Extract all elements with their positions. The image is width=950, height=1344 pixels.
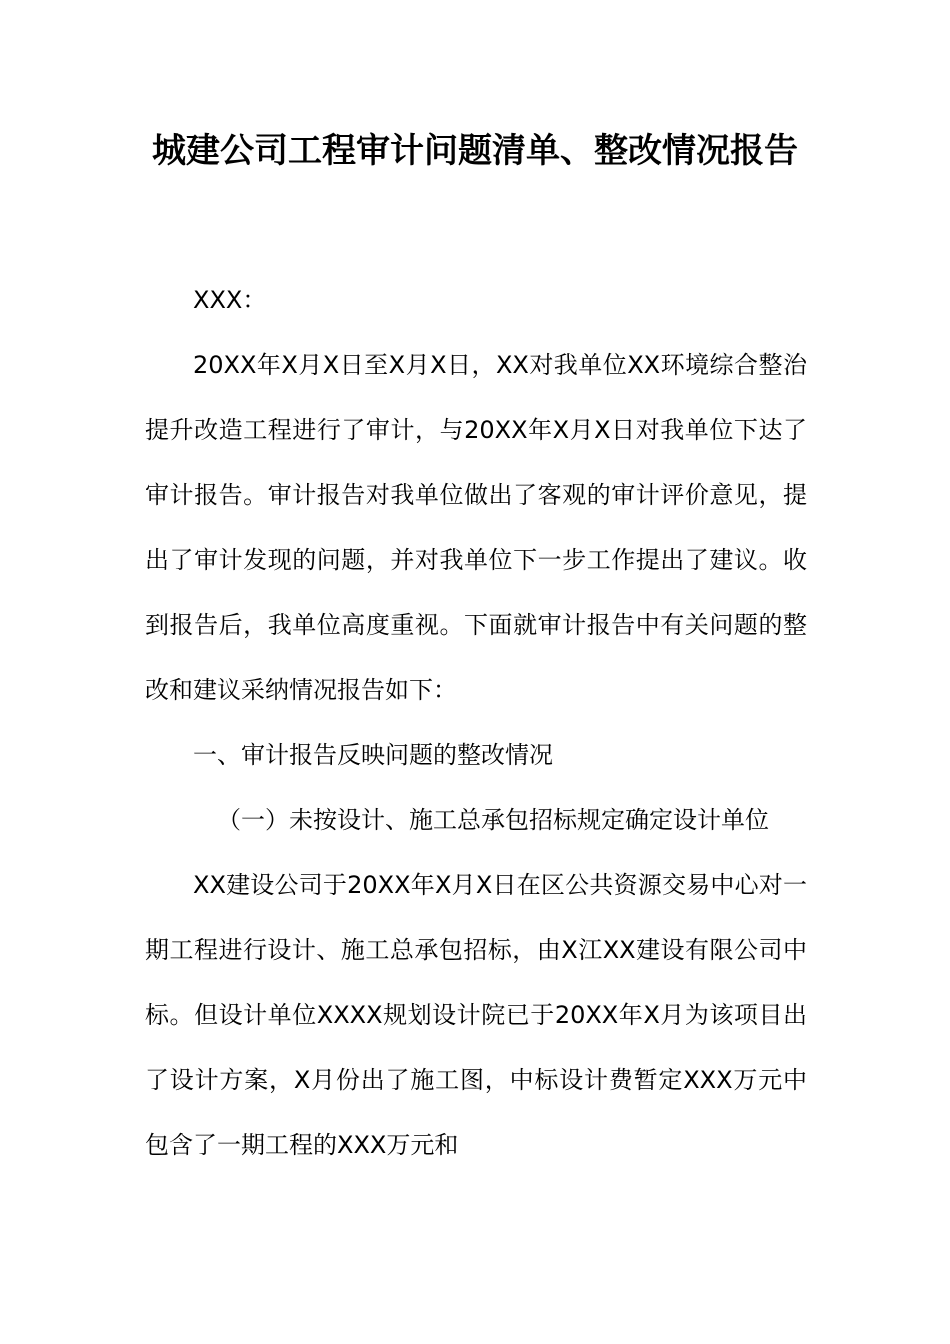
salutation: XXX： — [193, 286, 267, 314]
intro-paragraph: 20XX年X月X日至X月X日，XX对我单位XX环境综合整治提升改造工程进行了审计，与20XX年X月X日对我单位下达了审计报告。审计报告对我单位做出了客观的审计评价意见，提出了审计发现的问题，并对我单位下一步工作提出了建议。收到报告后，我单位高度重视。下面就审计报告中有关问题的整改和建议采纳情况报告如下： — [145, 351, 807, 704]
section-heading: 一、审计报告反映问题的整改情况 — [193, 741, 553, 769]
section-paragraph: XX建设公司于20XX年X月X日在区公共资源交易中心对一期工程进行设计、施工总承包招标，由X江XX建设有限公司中标。但设计单位XXXX规划设计院已于20XX年X月为该项目出了设计方案，X月份出了施工图，中标设计费暂定XXX万元中包含了一期工程的XXX万元和 — [145, 871, 807, 1159]
document-title: 城建公司工程审计问题清单、整改情况报告 — [152, 131, 798, 171]
document-body — [145, 268, 807, 1178]
subsection-heading: （一）未按设计、施工总承包招标规定确定设计单位 — [217, 806, 769, 834]
